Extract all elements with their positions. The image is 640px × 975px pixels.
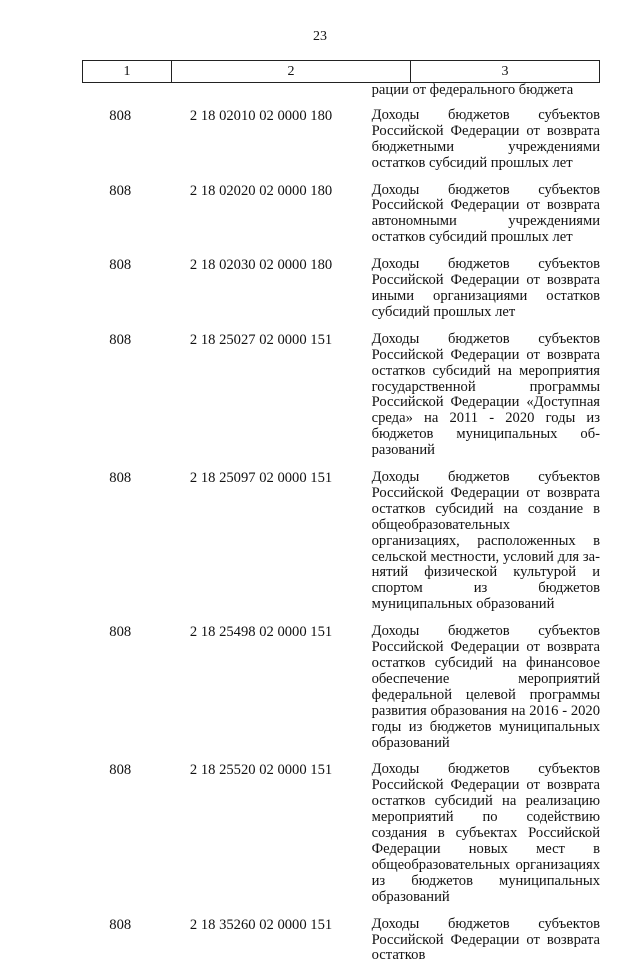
- income-description: Доходы бюджетов субъектов Российской Федерации от возврата остатков субсидий на мероприятия государственной программы Российской Федерации «Доступная среда» на 2011 - 2020 годы из бюджетов муниципальных образований: [371, 330, 601, 459]
- income-description: Доходы бюджетов субъектов Российской Федерации от возврата автономными учреждениями остатков субсидий прошлых лет: [371, 181, 601, 246]
- budget-classification-code: 2 18 25097 02 0000 151: [189, 470, 333, 487]
- table-row: [82, 624, 600, 751]
- income-description: Доходы бюджетов субъектов Российской Федерации от возврата остатков субсидий на финансовое обеспечение мероприятий федеральной целевой программы развития образования на 2016 - 2020 годы из бюджетов муниципальных образований: [371, 623, 601, 751]
- header-col-1: 1: [83, 61, 172, 82]
- budget-classification-code: 2 18 02010 02 0000 180: [189, 107, 333, 124]
- admin-code: 808: [109, 762, 132, 779]
- table-row: [82, 332, 600, 459]
- admin-code: 808: [109, 470, 132, 487]
- budget-classification-code: 2 18 02030 02 0000 180: [189, 257, 333, 274]
- admin-code: 808: [109, 916, 132, 933]
- income-description: Доходы бюджетов субъектов Российской Федерации от возврата остатков: [371, 915, 601, 964]
- admin-code: 808: [109, 331, 132, 348]
- table-row: [82, 257, 600, 321]
- table-row: [82, 917, 600, 965]
- income-description: Доходы бюджетов субъектов Российской Федерации от возврата бюджетными учреждениями остатков субсидий прошлых лет: [371, 106, 601, 171]
- continued-description: рации от федерального бюджета: [371, 82, 574, 98]
- table-row-continuation: [82, 83, 600, 99]
- budget-classification-code: 2 18 25498 02 0000 151: [189, 624, 333, 641]
- header-col-2: 2: [172, 61, 411, 82]
- page-number: 23: [313, 29, 327, 44]
- table-row: [82, 183, 600, 247]
- income-description: Доходы бюджетов субъектов Российской Федерации от возврата иными организациями остатков субсидий прошлых лет: [371, 256, 601, 320]
- table-body: [82, 83, 600, 975]
- budget-classification-code: 2 18 25520 02 0000 151: [189, 762, 333, 779]
- income-description: Доходы бюджетов субъектов Российской Федерации от возврата остатков субсидий на реализацию мероприятий по содействию создания в субъектах Российской Федерации новых мест в общеобразовательных организациях из бюджетов муниципальных образований: [371, 761, 601, 905]
- header-col-3: 3: [501, 63, 509, 79]
- table-rows: [82, 108, 600, 964]
- table-header: [82, 60, 600, 83]
- admin-code: 808: [109, 624, 132, 641]
- admin-code: 808: [109, 182, 132, 199]
- admin-code: 808: [109, 107, 132, 124]
- budget-classification-code: 2 18 35260 02 0000 151: [189, 916, 333, 933]
- budget-classification-code: 2 18 02020 02 0000 180: [189, 182, 333, 199]
- admin-code: 808: [109, 257, 132, 274]
- table-row: [82, 470, 600, 613]
- income-description: Доходы бюджетов субъектов Российской Федерации от возврата остатков субсидий на создание в общеобразовательных организациях, расположенных в сельской местности, условий для занятий физической культурой и спортом из бюджетов муниципальных образований: [371, 469, 601, 613]
- table-row: [82, 108, 600, 172]
- budget-classification-code: 2 18 25027 02 0000 151: [189, 331, 333, 348]
- table-row: [82, 762, 600, 905]
